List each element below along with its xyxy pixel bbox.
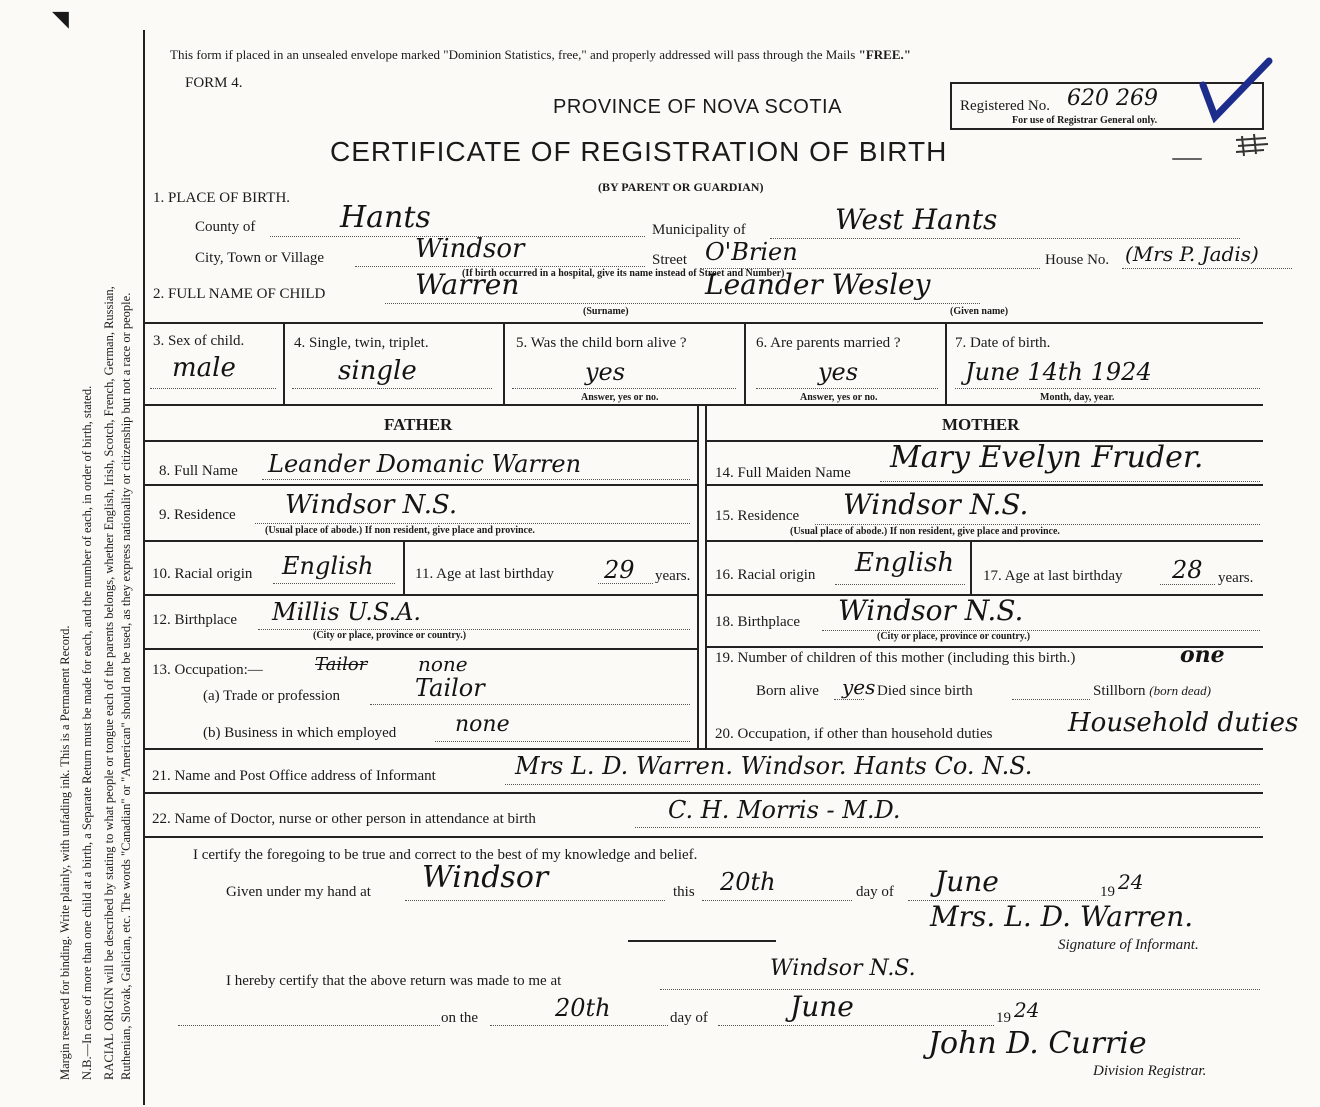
- mother-racial-origin-label: 16. Racial origin: [715, 567, 816, 583]
- died-since-birth-label: Died since birth: [877, 683, 973, 699]
- plurality-value: single: [338, 356, 417, 386]
- father-occupation-struck: Tailor: [315, 654, 368, 675]
- father-racial-origin-label: 10. Racial origin: [152, 566, 253, 582]
- father-name-value: Leander Domanic Warren: [268, 450, 582, 478]
- mother-racial-origin-value: English: [855, 548, 955, 578]
- mother-residence-note: (Usual place of abode.) If non resident, give place and province.: [790, 526, 1060, 537]
- certification-day-of-label: day of: [856, 884, 894, 900]
- margin-note-racial-origin: RACIAL ORIGIN will be described by stating to what people or tongue each of the parents belongs, whether English, Irish, Scotch, French, German, Russian,: [102, 286, 116, 1080]
- born-alive-count-value: yes: [842, 675, 876, 699]
- registered-number-note: For use of Registrar General only.: [1012, 115, 1158, 126]
- certification-day-value: 20th: [720, 868, 776, 896]
- mother-name-label: 14. Full Maiden Name: [715, 465, 851, 481]
- margin-rule: [143, 30, 145, 1105]
- date-of-birth-value: June 14th 1924: [965, 358, 1152, 386]
- mother-age-value: 28: [1172, 556, 1203, 584]
- mail-notice: This form if placed in an unsealed envelope marked "Dominion Statistics, free," and properly addressed will pass through the Mails "FREE.": [170, 47, 911, 62]
- mother-residence-value: Windsor N.S.: [843, 488, 1029, 521]
- father-birthplace-value: Millis U.S.A.: [272, 598, 422, 626]
- county-label: County of: [195, 219, 256, 235]
- father-residence-value: Windsor N.S.: [285, 490, 458, 520]
- father-business-value: none: [455, 712, 510, 737]
- house-number-value: (Mrs P. Jadis): [1125, 242, 1259, 266]
- father-birthplace-label: 12. Birthplace: [152, 612, 237, 628]
- attendant-value: C. H. Morris - M.D.: [668, 796, 901, 824]
- father-business-label: (b) Business in which employed: [203, 725, 397, 741]
- father-age-years: years.: [655, 568, 691, 584]
- parents-married-value: yes: [818, 358, 859, 386]
- plurality-label: 4. Single, twin, triplet.: [294, 335, 429, 351]
- city-label: City, Town or Village: [195, 250, 325, 266]
- registrar-certification-text: I hereby certify that the above return was made to me at: [226, 973, 562, 989]
- informant-signature-label: Signature of Informant.: [1058, 937, 1199, 953]
- father-occupation-value: none: [418, 652, 468, 676]
- municipality-label: Municipality of: [652, 222, 746, 238]
- father-residence-label: 9. Residence: [159, 507, 236, 523]
- informant-value: Mrs L. D. Warren. Windsor. Hants Co. N.S.: [515, 752, 1033, 780]
- page-title: CERTIFICATE OF REGISTRATION OF BIRTH: [330, 136, 948, 167]
- mother-residence-label: 15. Residence: [715, 508, 800, 524]
- sex-value: male: [172, 353, 236, 383]
- county-value: Hants: [340, 200, 431, 235]
- attendant-label: 22. Name of Doctor, nurse or other person in attendance at birth: [152, 811, 536, 827]
- certification-this-label: this: [673, 884, 695, 900]
- binding-margin: [0, 0, 145, 1107]
- margin-note-racial-origin-cont: Ruthenian, Slovak, Galician, etc. The words "Canadian" or "American" should not be used, as they express nationality or citizenship but not a race or people.: [119, 292, 133, 1080]
- registrar-signature: John D. Currie: [928, 1026, 1147, 1061]
- born-alive-label: 5. Was the child born alive ?: [516, 335, 687, 351]
- informant-signature: Mrs. L. D. Warren.: [930, 900, 1194, 933]
- mother-occupation-label: 20. Occupation, if other than household duties: [715, 726, 993, 742]
- parents-married-label: 6. Are parents married ?: [756, 335, 901, 351]
- municipality-value: West Hants: [835, 203, 998, 236]
- father-residence-note: (Usual place of abode.) If non resident, give place and province.: [265, 525, 535, 536]
- stillborn-label: Stillborn (born dead): [1093, 683, 1212, 699]
- father-occupation-label: 13. Occupation:—: [152, 662, 263, 678]
- father-name-label: 8. Full Name: [159, 463, 238, 479]
- street-label: Street: [652, 252, 687, 268]
- mother-birthplace-value: Windsor N.S.: [838, 594, 1024, 627]
- father-trade-value: Tailor: [415, 674, 485, 702]
- street-value: O'Brien: [705, 238, 798, 266]
- informant-certification-text: I certify the foregoing to be true and correct to the best of my knowledge and belief.: [193, 847, 698, 863]
- mother-occupation-value: Household duties: [1068, 708, 1299, 738]
- child-name-label: 2. FULL NAME OF CHILD: [153, 286, 326, 302]
- father-age-value: 29: [604, 556, 635, 584]
- corner-mark: ◥: [52, 6, 69, 31]
- father-age-label: 11. Age at last birthday: [415, 566, 554, 582]
- registrar-on-the-label: on the: [441, 1010, 479, 1026]
- given-under-hand-label: Given under my hand at: [226, 884, 371, 900]
- born-alive-value: yes: [585, 358, 626, 386]
- margin-note-binding: Margin reserved for binding. Write plainly, with unfading ink. This is a Permanent Record.: [58, 625, 72, 1080]
- registrar-day-of-label: day of: [670, 1010, 708, 1026]
- father-birthplace-note: (City or place, province or country.): [313, 630, 467, 641]
- sex-label: 3. Sex of child.: [153, 333, 245, 349]
- informant-label: 21. Name and Post Office address of Informant: [152, 768, 436, 784]
- parents-married-note: Answer, yes or no.: [800, 392, 878, 403]
- date-of-birth-note: Month, day, year.: [1040, 392, 1115, 403]
- given-name-note: (Given name): [950, 306, 1009, 317]
- certification-month-value: June: [935, 865, 999, 898]
- mother-heading: MOTHER: [942, 415, 1020, 434]
- registrar-place-value: Windsor N.S.: [770, 956, 916, 981]
- hospital-note: (If birth occurred in a hospital, give its name instead of Street and Number): [462, 268, 785, 279]
- mother-name-value: Mary Evelyn Fruder.: [890, 440, 1204, 475]
- child-given-name-value: Leander Wesley: [705, 268, 931, 301]
- born-alive-count-label: Born alive: [756, 683, 819, 699]
- certification-year-prefix: 19: [1100, 884, 1115, 900]
- registrar-month-value: June: [790, 990, 854, 1023]
- page-subtitle: (BY PARENT OR GUARDIAN): [598, 180, 764, 194]
- mother-age-years: years.: [1218, 570, 1254, 586]
- date-of-birth-label: 7. Date of birth.: [955, 335, 1051, 351]
- father-racial-origin-value: English: [282, 552, 374, 580]
- check-mark-icon: [1195, 55, 1275, 125]
- child-surname-value: Warren: [415, 268, 520, 301]
- certification-place-value: Windsor: [422, 860, 549, 895]
- children-count-label: 19. Number of children of this mother (including this birth.): [715, 650, 1076, 666]
- registrar-year-prefix: 19: [996, 1010, 1011, 1026]
- mother-birthplace-label: 18. Birthplace: [715, 614, 800, 630]
- scribble-mark-icon: [1232, 132, 1272, 158]
- registered-number-label: Registered No.: [960, 98, 1050, 114]
- born-alive-note: Answer, yes or no.: [581, 392, 659, 403]
- mother-birthplace-note: (City or place, province or country.): [877, 631, 1031, 642]
- certification-year-value: 24: [1118, 870, 1144, 894]
- form-number: FORM 4.: [185, 75, 243, 91]
- place-of-birth-label: 1. PLACE OF BIRTH.: [153, 190, 291, 206]
- mother-age-label: 17. Age at last birthday: [983, 568, 1123, 584]
- father-heading: FATHER: [384, 415, 453, 434]
- registrar-day-value: 20th: [555, 994, 611, 1022]
- city-value: Windsor: [415, 234, 525, 264]
- province-heading: PROVINCE OF NOVA SCOTIA: [553, 96, 842, 118]
- registered-number-value: 620 269: [1067, 86, 1158, 111]
- margin-note-multiple-births: N.B.—In case of more than one child at a birth, a Separate Return must be made for each, and the number of each, in order of birth, stated.: [80, 385, 94, 1080]
- registrar-year-value: 24: [1014, 998, 1040, 1022]
- registrar-signature-label: Division Registrar.: [1093, 1063, 1207, 1079]
- father-trade-label: (a) Trade or profession: [203, 688, 341, 704]
- children-count-value: one: [1180, 642, 1225, 668]
- house-number-label: House No.: [1045, 252, 1110, 268]
- surname-note: (Surname): [583, 306, 629, 317]
